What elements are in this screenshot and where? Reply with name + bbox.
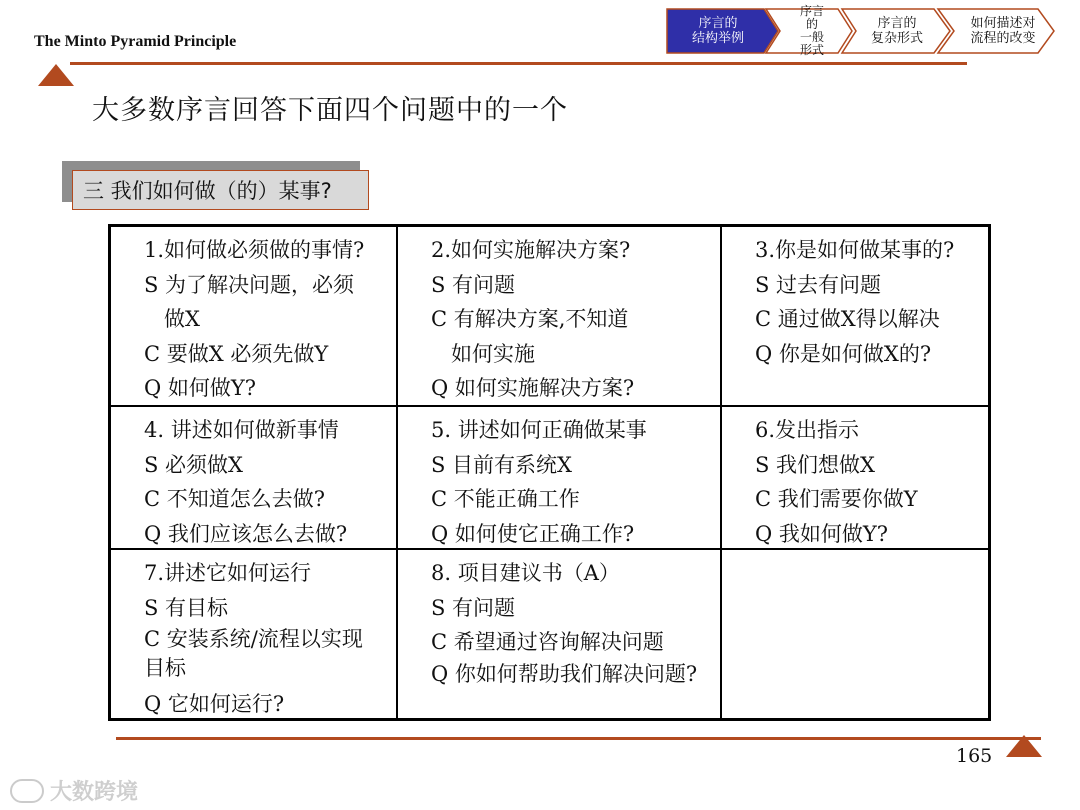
- cell-c-line: C 不能正确工作: [431, 487, 580, 511]
- cell-q-line: Q 你如何帮助我们解决问题?: [431, 661, 698, 686]
- cell-q-line: Q 我如何做Y?: [755, 521, 889, 546]
- cell-q-line: Q 如何实施解决方案?: [431, 376, 635, 400]
- cell-s-continuation: 做X: [164, 307, 200, 331]
- cell-c-continuation: 如何实施: [451, 341, 535, 366]
- cell-heading: 3.你是如何做某事的?: [755, 238, 955, 262]
- header-rule: [70, 62, 967, 65]
- cell-q-line: Q 你是如何做X的?: [755, 341, 932, 366]
- grid-cell-9-empty: [722, 550, 988, 718]
- cell-c-line: C 不知道怎么去做?: [144, 487, 326, 511]
- cell-q-line: Q 我们应该怎么去做?: [144, 521, 348, 546]
- cell-c-line: C 要做X 必须先做Y: [144, 341, 329, 366]
- cell-c-line: C 安装系统/流程以实现 目标: [144, 627, 363, 680]
- cell-heading: 1.如何做必须做的事情?: [144, 238, 365, 262]
- breadcrumb-step-3-label[interactable]: 序言的 复杂形式: [870, 16, 923, 46]
- top-triangle-marker: [38, 64, 74, 86]
- footer-rule: [116, 737, 1041, 740]
- cell-heading: 8. 项目建议书（A）: [431, 561, 620, 585]
- watermark-text: 大数跨境: [50, 780, 139, 805]
- breadcrumb-step-1-label[interactable]: 序言的 结构举例: [691, 16, 744, 46]
- brand-title: The Minto Pyramid Principle: [34, 33, 237, 50]
- grid-cell-4: [111, 407, 398, 550]
- cell-q-line: Q 如何使它正确工作?: [431, 521, 635, 546]
- cell-q-line: Q 如何做Y?: [144, 376, 257, 400]
- cell-s-line: S 我们想做X: [755, 452, 876, 477]
- breadcrumb-step-2-label[interactable]: 序言 的 一般 形式: [799, 4, 824, 57]
- cell-heading: 4. 讲述如何做新事情: [144, 418, 339, 442]
- cell-heading: 6.发出指示: [755, 418, 860, 442]
- grid-cell-5: [398, 407, 722, 550]
- cell-heading: 7.讲述它如何运行: [144, 561, 312, 585]
- breadcrumb: [666, 4, 1056, 57]
- grid-cell-1: [111, 227, 398, 407]
- question-grid: [108, 224, 991, 721]
- cell-heading: 2.如何实施解决方案?: [431, 238, 631, 262]
- grid-cell-7: [111, 550, 398, 718]
- cell-q-line: Q 它如何运行?: [144, 692, 285, 716]
- bottom-triangle-marker: [1006, 735, 1042, 757]
- cell-c-line: C 希望通过咨询解决问题: [431, 630, 664, 654]
- cell-s-line: S 有问题: [431, 272, 516, 297]
- page-title: 大多数序言回答下面四个问题中的一个: [92, 95, 568, 126]
- grid-cell-8: [398, 550, 722, 718]
- watermark-logo-icon: [10, 779, 44, 803]
- cell-c-line: C 通过做X得以解决: [755, 307, 940, 331]
- cell-s-line: S 有问题: [431, 595, 516, 620]
- cell-c-line: C 有解决方案,不知道: [431, 307, 629, 331]
- grid-cell-6: [722, 407, 988, 550]
- cell-heading: 5. 讲述如何正确做某事: [431, 418, 647, 442]
- cell-s-line: S 必须做X: [144, 452, 244, 477]
- grid-cell-2: [398, 227, 722, 407]
- cell-s-line: S 目前有系统X: [431, 452, 573, 477]
- cell-c-line: C 我们需要你做Y: [755, 487, 918, 511]
- subtitle-box: 三 我们如何做（的）某事?: [72, 170, 369, 210]
- watermark: [10, 775, 138, 806]
- page-number: 165: [956, 745, 993, 767]
- breadcrumb-step-4-label[interactable]: 如何描述对 流程的改变: [970, 16, 1036, 46]
- cell-s-line: S 过去有问题: [755, 272, 882, 297]
- grid-cell-3: [722, 227, 988, 407]
- cell-s-line: S 有目标: [144, 595, 229, 620]
- cell-s-line: S 为了解决问题，必须: [144, 272, 355, 297]
